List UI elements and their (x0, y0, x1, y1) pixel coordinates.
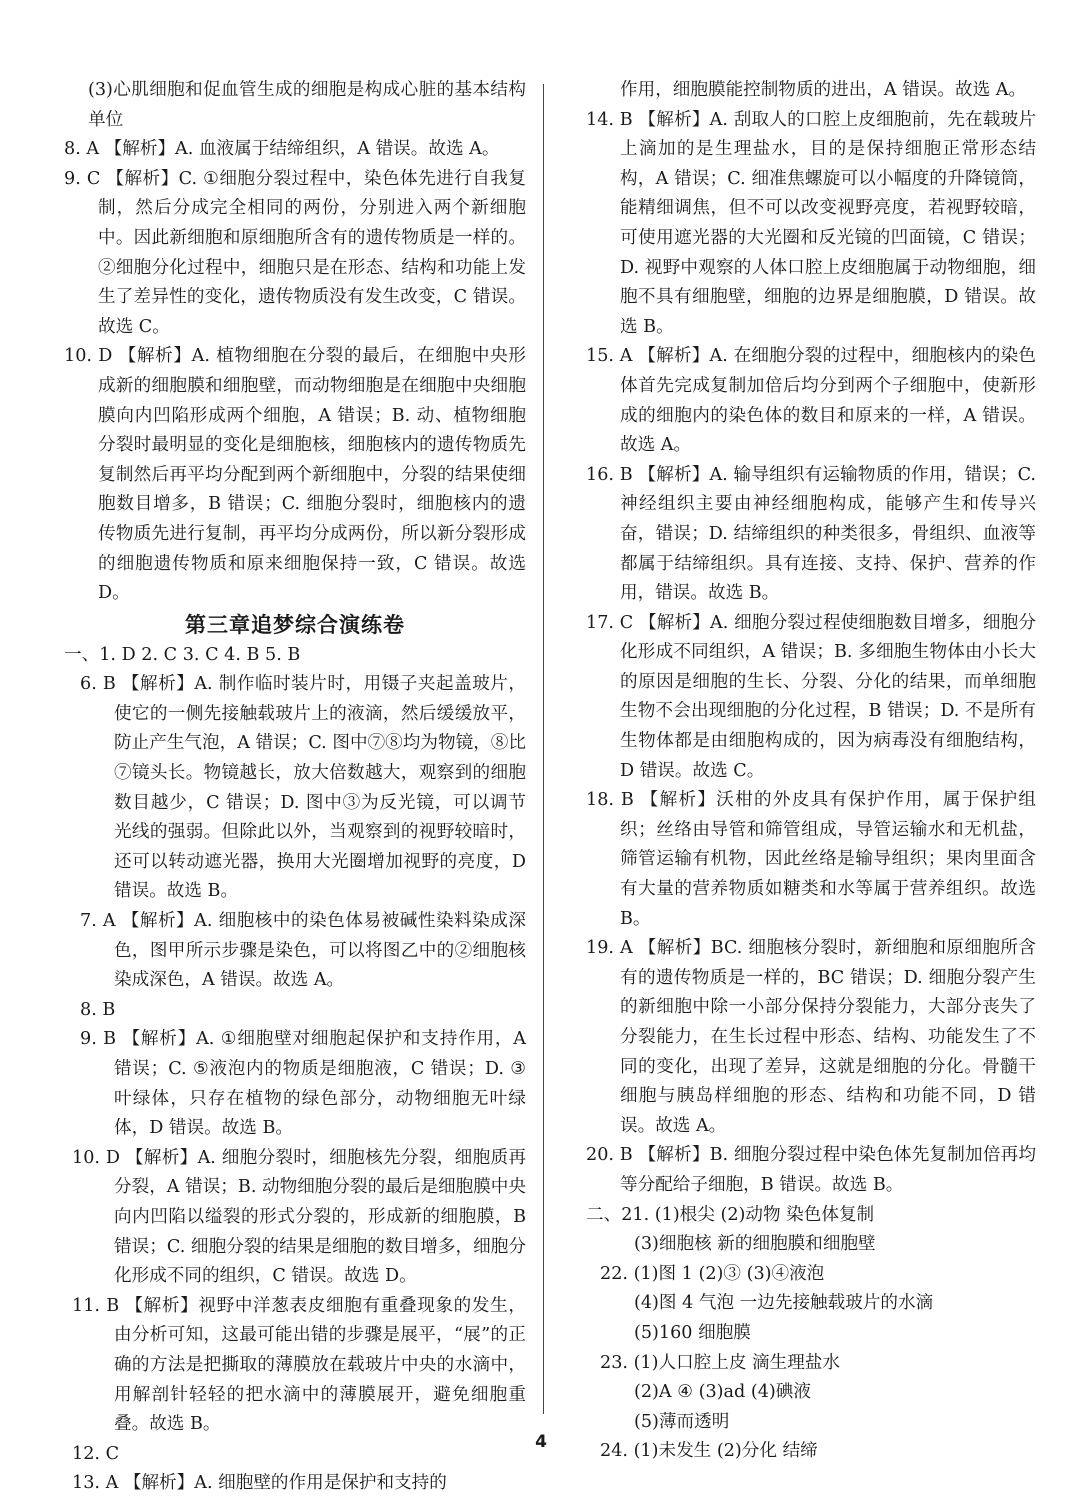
answer-10: 10. D 【解析】A. 植物细胞在分裂的最后，在细胞中央形成新的细胞膜和细胞壁，而动物细胞是在细胞中央细胞膜向内凹陷形成两个细胞，A 错误；B. 动、植物细胞分裂时最明显的变化是细胞核，细胞核内的遗传物质先复制然后再平均分配到两个新细胞中，分裂的结果使细胞数目增多，B 错误；C. 细胞分裂时，细胞核内的遗传物质先进行复制，再平均分成两份，所以新分裂形成的细胞遗传物质和原来细胞保持一致，C 错误。故选 D。 (64, 346, 526, 604)
answer-23-line3: (5)薄而透明 (634, 1411, 730, 1432)
answer-13-cont: 作用，细胞膜能控制物质的进出，A 错误。故选 A。 (620, 80, 1027, 100)
answer-22: 22. (1)图 1 (2)③ (3)④液泡 (600, 1263, 825, 1284)
answer-24: 24. (1)未发生 (2)分化 结缔 (600, 1441, 818, 1462)
answer-20: 20. B 【解析】B. 细胞分裂过程中染色体先复制加倍再均等分配给子细胞，B 错误。故选 B。 (586, 1145, 1036, 1195)
answer-text: (3)心肌细胞和促血管生成的细胞是构成心脏的基本结构单位 (88, 80, 526, 130)
answer-18: 18. B 【解析】沃柑的外皮具有保护作用，属于保护组织；丝络由导管和筛管组成，导管运输水和无机盐，筛管运输有机物，因此丝络是输导组织；果肉里面含有大量的营养物质如糖类和水等属于营养组织。故选 B。 (586, 790, 1036, 929)
page-number: 4 (535, 1432, 547, 1452)
answer-8b: 8. B (80, 999, 116, 1020)
left-column (64, 76, 526, 1499)
answer-7: 7. A 【解析】A. 细胞核中的染色体易被碱性染料染成深色，图甲所示步骤是染色，可以将图乙中的②细胞核染成深色，A 错误。故选 A。 (80, 911, 526, 991)
column-divider (543, 84, 544, 1414)
answer-11: 11. B 【解析】视野中洋葱表皮细胞有重叠现象的发生，由分析可知，这最可能出错的步骤是展平，“展”的正确的方法是把撕取的薄膜放在载玻片中央的水滴中，用解剖针轻轻的把水滴中的薄膜展开，避免细胞重叠。故选 B。 (72, 1295, 526, 1435)
answer-12: 12. C (72, 1443, 120, 1464)
answer-13: 13. A 【解析】A. 细胞壁的作用是保护和支持的 (72, 1473, 447, 1494)
answer-19: 19. A 【解析】BC. 细胞核分裂时，新细胞和原细胞所含有的遗传物质是一样的，BC 错误；D. 细胞分裂产生的新细胞中除一小部分保持分裂能力，大部分丧失了分裂能力，在生长过程中形态、结构、功能发生了不同的变化，出现了差异，这就是细胞的分化。骨髓干细胞与胰岛样细胞的形态、结构和功能不同，D 错误。故选 A。 (586, 938, 1036, 1136)
answer-10b: 10. D 【解析】A. 细胞分裂时，细胞核先分裂，细胞质再分裂，A 错误；B. 动物细胞分裂的最后是细胞膜中央向内凹陷以缢裂的形式分裂的，形成新的细胞膜，B 错误；C. 细胞分裂的结果是细胞的数目增多，细胞分化形成不同的组织，C 错误。故选 D。 (72, 1147, 526, 1287)
answer-21-line2: (3)细胞核 新的细胞膜和细胞壁 (634, 1234, 876, 1255)
chapter-title: 第三章追梦综合演练卷 (185, 612, 405, 637)
answer-6: 6. B 【解析】A. 制作临时装片时，用镊子夹起盖玻片，使它的一侧先接触载玻片上的液滴，然后缓缓放平，防止产生气泡，A 错误；C. 图中⑦⑧均为物镜，⑧比⑦镜头长。物镜越长，放大倍数越大，观察到的细胞数目越少，C 错误；D. 图中③为反光镜，可以调节光线的强弱。但除此以外，当观察到的视野较暗时，还可以转动遮光器，换用大光圈增加视野的亮度，D 错误。故选 B。 (80, 674, 526, 902)
right-column (586, 76, 1036, 1467)
answer-16: 16. B 【解析】A. 输导组织有运输物质的作用，错误；C. 神经组织主要由神经细胞构成，能够产生和传导兴奋，错误；D. 结缔组织的种类很多，骨组织、血液等都属于结缔组织。具有连接、支持、保护、营养的作用，错误。故选 B。 (586, 464, 1036, 604)
section-one-answers: 一、1. D 2. C 3. C 4. B 5. B (64, 644, 301, 665)
answer-14: 14. B 【解析】A. 刮取人的口腔上皮细胞前，先在载玻片上滴加的是生理盐水，目的是保持细胞正常形态结构，A 错误；C. 细准焦螺旋可以小幅度的升降镜筒，能精细调焦，但不可以改变视野亮度，若视野较暗，可使用遮光器的大光圈和反光镜的凹面镜，C 错误；D. 视野中观察的人体口腔上皮细胞属于动物细胞，细胞不具有细胞壁，细胞的边界是细胞膜，D 错误。故选 B。 (586, 109, 1036, 337)
answer-17: 17. C 【解析】A. 细胞分裂过程使细胞数目增多，细胞分化形成不同组织，A 错误；B. 多细胞生物体由小长大的原因是细胞的生长、分裂、分化的结果，而单细胞生物不会出现细胞的分化过程，B 错误；D. 不是所有生物体都是由细胞构成的，因为病毒没有细胞结构，D 错误。故选 C。 (586, 612, 1036, 781)
answer-9b: 9. B 【解析】A. ①细胞壁对细胞起保护和支持作用，A 错误；C. ⑤液泡内的物质是细胞液，C 错误；D. ③叶绿体，只存在植物的绿色部分，动物细胞无叶绿体，D 错误。故选 B。 (80, 1029, 526, 1139)
answer-21: 二、21. (1)根尖 (2)动物 染色体复制 (586, 1204, 875, 1225)
answer-15: 15. A 【解析】A. 在细胞分裂的过程中，细胞核内的染色体首先完成复制加倍后均分到两个子细胞中，使新形成的细胞内的染色体的数目和原来的一样，A 错误。故选 A。 (586, 346, 1036, 456)
answer-23-line2: (2)A ④ (3)ad (4)碘液 (634, 1382, 811, 1403)
answer-9: 9. C 【解析】C. ①细胞分裂过程中，染色体先进行自我复制，然后分成完全相同的两份，分别进入两个新细胞中。因此新细胞和原细胞所含有的遗传物质是一样的。②细胞分化过程中，细胞只是在形态、结构和功能上发生了差异性的变化，遗传物质没有发生改变，C 错误。故选 C。 (64, 168, 526, 337)
answer-23: 23. (1)人口腔上皮 滴生理盐水 (600, 1352, 841, 1373)
answer-22-line2: (4)图 4 气泡 一边先接触载玻片的水滴 (634, 1293, 934, 1314)
answer-8: 8. A 【解析】A. 血液属于结缔组织，A 错误。故选 A。 (64, 139, 500, 160)
answer-22-line3: (5)160 细胞膜 (634, 1322, 751, 1343)
